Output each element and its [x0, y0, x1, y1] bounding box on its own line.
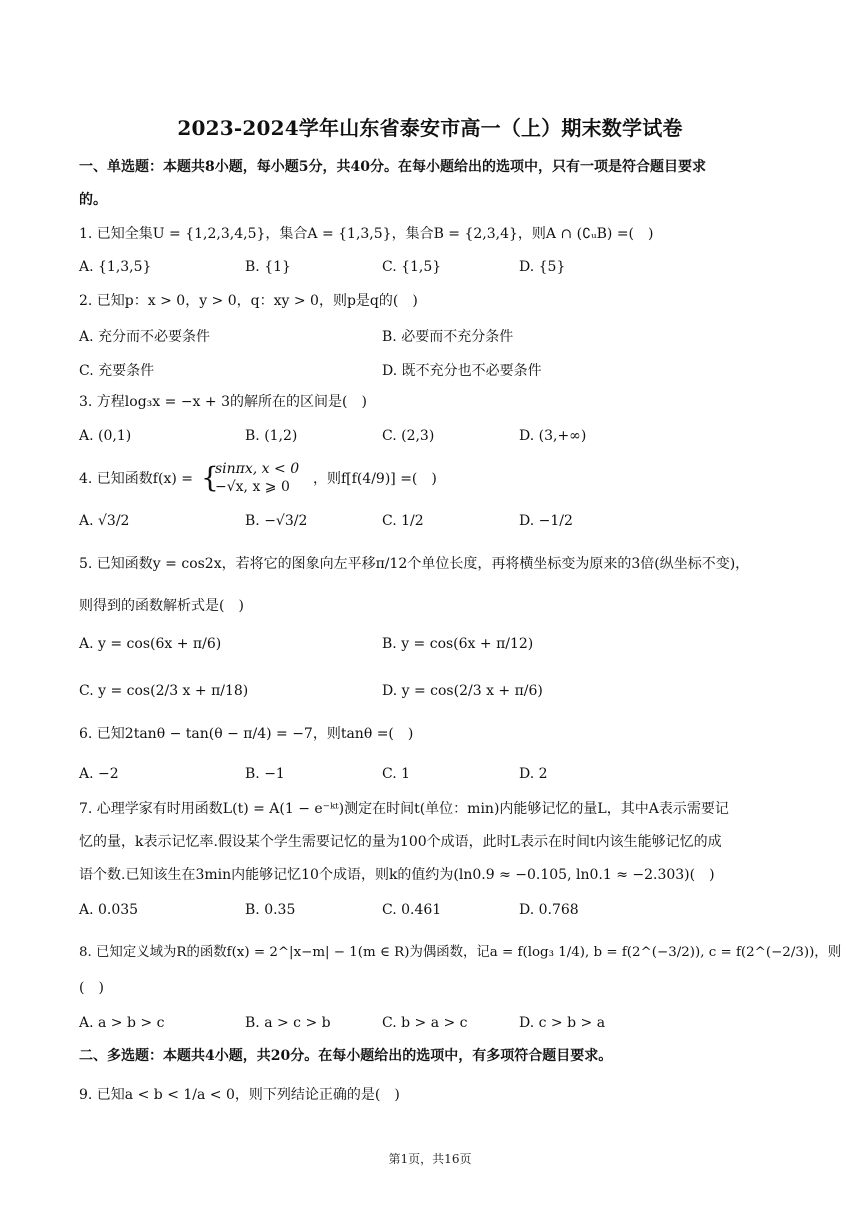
option-d: D. {5} — [519, 259, 566, 275]
option-c: C. y = cos(2/3 x + π/18) — [79, 683, 249, 699]
option-a: A. {1,3,5} — [79, 259, 152, 275]
piecewise-case-2: −√x, x ⩾ 0 — [215, 479, 290, 495]
option-c: C. 0.461 — [382, 902, 442, 918]
option-d: D. y = cos(2/3 x + π/6) — [382, 683, 543, 699]
question-9: 9. 已知a < b < 1/a < 0，则下列结论正确的是( ) — [79, 1087, 400, 1103]
question-2: 2. 已知p：x > 0，y > 0，q：xy > 0，则p是q的( ) — [79, 293, 418, 309]
question-2-options-row1 — [79, 326, 779, 352]
option-c: C. 1 — [382, 766, 411, 782]
option-b: B. 必要而不充分条件 — [382, 329, 514, 345]
option-b: B. −√3/2 — [245, 513, 308, 529]
question-8-cont: ( ) — [79, 980, 104, 996]
option-d: D. 既不充分也不必要条件 — [382, 363, 542, 379]
option-d: D. c > b > a — [519, 1015, 606, 1031]
option-c: C. b > a > c — [382, 1015, 468, 1031]
question-7: 7. 心理学家有时用函数L(t) = A(1 − e⁻ᵏᵗ)测定在时间t(单位：min)内能够记忆的量L，其中A表示需要记 — [79, 801, 729, 817]
option-a: A. 0.035 — [79, 902, 139, 918]
option-a: A. a > b > c — [79, 1015, 165, 1031]
question-5-options-row1 — [79, 636, 779, 662]
option-a: A. −2 — [79, 766, 119, 782]
question-5: 5. 已知函数y = cos2x，若将它的图象向左平移π/12个单位长度，再将横坐标变为原来的3倍(纵坐标不变)， — [79, 556, 750, 572]
question-4-prefix: 4. 已知函数f(x) = — [79, 471, 193, 487]
option-d: D. 0.768 — [519, 902, 579, 918]
question-5-cont: 则得到的函数解析式是( ) — [79, 598, 244, 614]
option-b: B. (1,2) — [245, 428, 298, 444]
question-1-options — [79, 259, 779, 285]
question-7-cont-1: 忆的量，k表示记忆率.假设某个学生需要记忆的量为100个成语，此时L表示在时间t内该生能够记忆的成 — [79, 834, 722, 850]
option-b: B. a > c > b — [245, 1015, 331, 1031]
question-7-options — [79, 902, 779, 928]
question-2-options-row2 — [79, 360, 779, 386]
option-c: C. (2,3) — [382, 428, 435, 444]
question-3: 3. 方程log₃x = −x + 3的解所在的区间是( ) — [79, 394, 367, 410]
option-c: C. 充要条件 — [79, 363, 155, 379]
question-7-cont-2: 语个数.已知该生在3min内能够记忆10个成语，则k的值约为(ln0.9 ≈ −0.105, ln0.1 ≈ −2.303)( ) — [79, 867, 715, 883]
question-6: 6. 已知2tanθ − tan(θ − π/4) = −7，则tanθ =( ) — [79, 726, 414, 742]
question-6-options — [79, 766, 779, 792]
option-a: A. 充分而不必要条件 — [79, 329, 211, 345]
page-footer: 第1页，共16页 — [388, 1152, 472, 1166]
option-a: A. y = cos(6x + π/6) — [79, 636, 222, 652]
brace-icon: { — [201, 461, 219, 494]
option-a: A. (0,1) — [79, 428, 132, 444]
option-b: B. −1 — [245, 766, 285, 782]
question-5-options-row2 — [79, 683, 779, 709]
question-4 — [79, 460, 779, 500]
option-c: C. 1/2 — [382, 513, 424, 529]
question-4-options — [79, 513, 779, 539]
piecewise-case-1: sinπx, x < 0 — [215, 461, 300, 477]
section-1-heading: 一、单选题：本题共8小题，每小题5分，共40分。在每小题给出的选项中，只有一项是符合题目要求 — [79, 159, 706, 175]
option-d: D. −1/2 — [519, 513, 573, 529]
question-8: 8. 已知定义域为R的函数f(x) = 2^|x−m| − 1(m ∈ R)为偶函数，记a = f(log₃ 1/4), b = f(2^(−3/2)), c = f(2^(−2/3))，则 — [79, 945, 842, 960]
option-b: B. {1} — [245, 259, 291, 275]
option-a: A. √3/2 — [79, 513, 130, 529]
option-c: C. {1,5} — [382, 259, 442, 275]
question-3-options — [79, 428, 779, 454]
option-b: B. y = cos(6x + π/12) — [382, 636, 534, 652]
option-b: B. 0.35 — [245, 902, 296, 918]
section-1-heading-cont: 的。 — [79, 192, 107, 208]
option-d: D. 2 — [519, 766, 548, 782]
option-d: D. (3,+∞) — [519, 428, 587, 444]
question-4-suffix: ，则f[f(4/9)] =( ) — [313, 471, 437, 487]
question-1: 1. 已知全集U = {1,2,3,4,5}，集合A = {1,3,5}，集合B = {2,3,4}，则A ∩ (∁ᵤB) =( ) — [79, 226, 654, 242]
page-title: 2023-2024学年山东省泰安市高一（上）期末数学试卷 — [177, 116, 683, 140]
question-8-options — [79, 1015, 779, 1041]
section-2-heading: 二、多选题：本题共4小题，共20分。在每小题给出的选项中，有多项符合题目要求。 — [79, 1048, 613, 1064]
